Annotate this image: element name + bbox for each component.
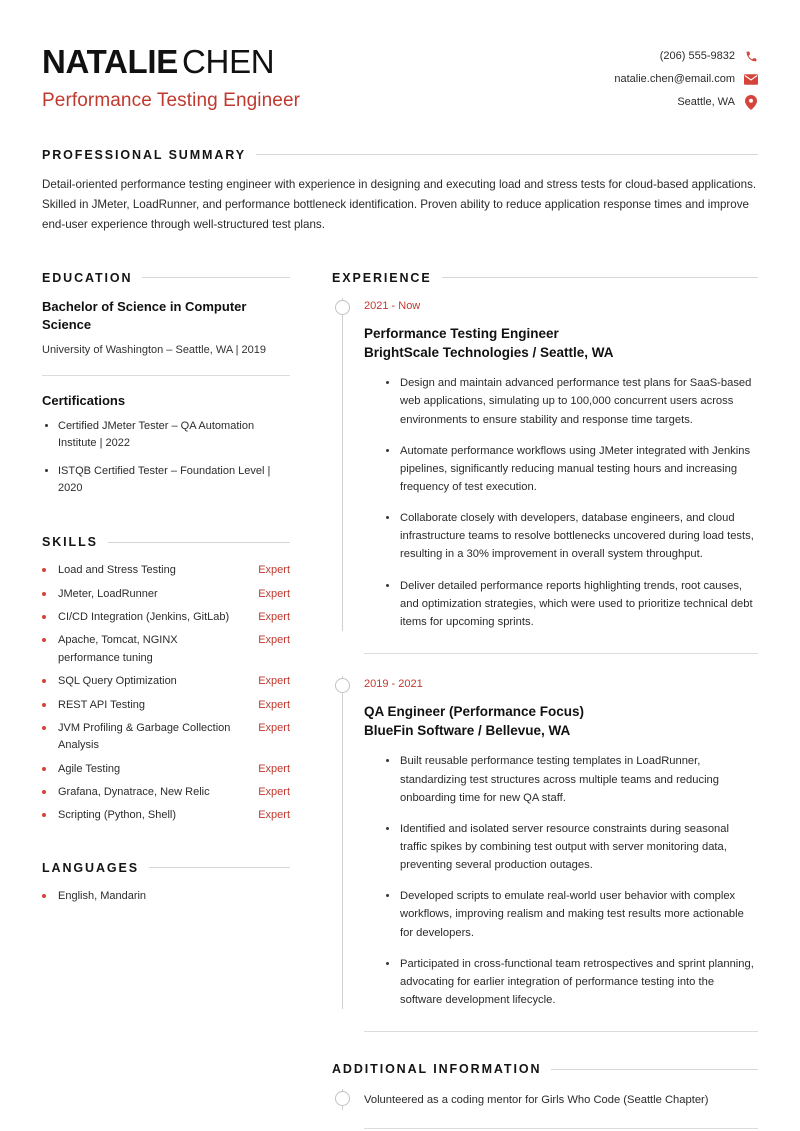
language-row bbox=[42, 888, 290, 905]
section-title-education bbox=[42, 271, 290, 285]
skill-level: Expert bbox=[258, 564, 290, 577]
skill-name: JVM Profiling & Garbage Collection Analysis bbox=[58, 721, 231, 752]
skill-row bbox=[42, 562, 290, 579]
skill-row bbox=[42, 586, 290, 603]
section-label-education: EDUCATION bbox=[42, 270, 133, 285]
additional-entry bbox=[332, 1089, 758, 1110]
skills-section bbox=[42, 535, 290, 825]
list-item: Certified JMeter Tester – QA Automation Institute | 2022 bbox=[42, 418, 290, 452]
bullet-icon bbox=[42, 784, 58, 794]
experience-section bbox=[332, 271, 758, 1032]
skill-row bbox=[42, 720, 290, 755]
experience-company: BrightScale Technologies / Seattle, WA bbox=[364, 345, 614, 361]
additional-text: Volunteered as a coding mentor for Girls Who Code (Seattle Chapter) bbox=[364, 1094, 709, 1107]
skill-name: REST API Testing bbox=[58, 698, 146, 711]
list-item: Deliver detailed performance reports highlighting trends, root causes, and optimization strategies, which were used to prioritize technical debt items for upcoming sprints. bbox=[386, 577, 758, 631]
experience-timeline bbox=[332, 298, 758, 1032]
section-rule bbox=[442, 277, 758, 278]
skill-row bbox=[42, 784, 290, 801]
experience-entry bbox=[332, 298, 758, 631]
list-item: Participated in cross-functional team retrospectives and sprint planning, advocating for earlier integration of performance testing into the software development lifecycle. bbox=[386, 955, 758, 1009]
timeline-rail bbox=[342, 298, 343, 631]
section-title-languages bbox=[42, 861, 290, 875]
page-title bbox=[42, 44, 614, 81]
bullet-icon bbox=[42, 697, 58, 707]
section-rule bbox=[142, 277, 290, 278]
timeline-marker-icon bbox=[335, 300, 350, 315]
bullet-icon bbox=[42, 673, 58, 683]
main-columns bbox=[42, 271, 758, 1129]
skill-name: Agile Testing bbox=[58, 762, 121, 775]
skill-level: Expert bbox=[258, 809, 290, 822]
skill-level: Expert bbox=[258, 698, 290, 711]
skill-name: SQL Query Optimization bbox=[58, 675, 177, 688]
education-meta: University of Washington – Seattle, WA | 2019 bbox=[42, 343, 266, 356]
list-item: Automate performance workflows using JMeter integrated with Jenkins pipelines, significantly reducing manual testing hours and increasing frequency of test execution. bbox=[386, 442, 758, 496]
timeline-marker-icon bbox=[335, 678, 350, 693]
contact-phone-value: (206) 555-9832 bbox=[659, 50, 735, 62]
section-rule bbox=[256, 154, 758, 155]
additional-information-section bbox=[332, 1062, 758, 1129]
skill-level: Expert bbox=[258, 721, 290, 734]
experience-entry bbox=[332, 676, 758, 1009]
skill-level: Expert bbox=[258, 762, 290, 775]
list-item: Identified and isolated server resource constraints during seasonal traffic spikes by combining test output with server monitoring data, preventing several production outages. bbox=[386, 820, 758, 874]
section-rule bbox=[149, 867, 290, 868]
experience-role: QA Engineer (Performance Focus) bbox=[364, 704, 585, 720]
experience-dates: 2021 - Now bbox=[364, 299, 421, 312]
skill-name: Grafana, Dynatrace, New Relic bbox=[58, 786, 210, 799]
resume-header bbox=[42, 38, 758, 112]
skill-row bbox=[42, 697, 290, 714]
section-label-summary: PROFESSIONAL SUMMARY bbox=[42, 147, 246, 162]
bullet-icon bbox=[42, 562, 58, 572]
skill-level: Expert bbox=[258, 786, 290, 799]
contact-email-value: natalie.chen@email.com bbox=[614, 73, 735, 85]
contact-phone[interactable] bbox=[660, 49, 758, 63]
experience-role: Performance Testing Engineer bbox=[364, 325, 559, 341]
section-rule bbox=[108, 542, 290, 543]
skill-row bbox=[42, 673, 290, 690]
experience-bullets bbox=[364, 752, 758, 1009]
list-item: Design and maintain advanced performance test plans for SaaS-based web applications, simulating up to 100,000 concurrent users across environments to ensure stability and response time targets. bbox=[386, 374, 758, 428]
first-name: NATALIE bbox=[42, 43, 178, 80]
list-item: Collaborate closely with developers, database engineers, and cloud infrastructure teams to resolve bottlenecks uncovered during load tests, resulting in a 30% improvement in overall system throughput. bbox=[386, 509, 758, 563]
skill-row bbox=[42, 609, 290, 626]
section-label-skills: SKILLS bbox=[42, 535, 98, 550]
section-label-additional: ADDITIONAL INFORMATION bbox=[332, 1062, 542, 1077]
list-item: Developed scripts to emulate real-world user behavior with complex workflows, improving realism and making test results more actionable for developers. bbox=[386, 887, 758, 941]
section-title-summary bbox=[42, 148, 758, 162]
contact-email[interactable] bbox=[614, 72, 758, 86]
experience-dates: 2019 - 2021 bbox=[364, 677, 423, 690]
bullet-icon bbox=[42, 807, 58, 817]
skill-level: Expert bbox=[258, 634, 290, 647]
left-column bbox=[42, 271, 290, 905]
skill-row bbox=[42, 807, 290, 824]
bullet-icon bbox=[42, 609, 58, 619]
name-block bbox=[42, 44, 614, 112]
contact-location-value: Seattle, WA bbox=[677, 96, 735, 108]
languages-section bbox=[42, 861, 290, 905]
divider bbox=[364, 653, 758, 654]
section-rule bbox=[551, 1069, 758, 1070]
education-degree: Bachelor of Science in Computer Science bbox=[42, 298, 247, 332]
skill-name: Scripting (Python, Shell) bbox=[58, 809, 176, 822]
job-headline: Performance Testing Engineer bbox=[42, 89, 301, 111]
skill-level: Expert bbox=[258, 587, 290, 600]
skill-name: JMeter, LoadRunner bbox=[58, 587, 158, 600]
skill-level: Expert bbox=[258, 675, 290, 688]
contact-location[interactable] bbox=[677, 95, 758, 109]
language-name: English, Mandarin bbox=[58, 889, 147, 902]
section-title-experience bbox=[332, 271, 758, 285]
bullet-icon bbox=[42, 720, 58, 730]
divider bbox=[364, 1128, 758, 1129]
divider bbox=[364, 1031, 758, 1032]
timeline-rail bbox=[342, 676, 343, 1009]
education-section bbox=[42, 271, 290, 498]
section-title-skills bbox=[42, 535, 290, 549]
section-title-additional bbox=[332, 1062, 758, 1076]
right-column bbox=[332, 271, 758, 1129]
skill-name: Load and Stress Testing bbox=[58, 564, 176, 577]
bullet-icon bbox=[42, 632, 58, 642]
bullet-icon bbox=[42, 586, 58, 596]
list-item: ISTQB Certified Tester – Foundation Level | 2020 bbox=[42, 463, 290, 497]
experience-company: BlueFin Software / Bellevue, WA bbox=[364, 723, 571, 739]
list-item: Built reusable performance testing templates in LoadRunner, standardizing test structures across multiple teams and reducing onboarding time for new QA staff. bbox=[386, 752, 758, 806]
skill-level: Expert bbox=[258, 611, 290, 624]
skill-row bbox=[42, 632, 290, 667]
experience-bullets bbox=[364, 374, 758, 631]
bullet-icon bbox=[42, 761, 58, 771]
certifications-heading: Certifications bbox=[42, 393, 126, 409]
skill-name: Apache, Tomcat, NGINX performance tuning bbox=[58, 634, 178, 664]
skill-name: CI/CD Integration (Jenkins, GitLab) bbox=[58, 611, 230, 624]
certifications-list bbox=[42, 418, 290, 497]
phone-icon bbox=[744, 49, 758, 63]
timeline-marker-icon bbox=[335, 1091, 350, 1106]
bullet-icon bbox=[42, 888, 58, 898]
email-icon bbox=[744, 72, 758, 86]
skill-row bbox=[42, 761, 290, 778]
divider bbox=[42, 375, 290, 376]
section-label-experience: EXPERIENCE bbox=[332, 270, 432, 285]
contact-block bbox=[614, 44, 758, 109]
last-name: CHEN bbox=[182, 43, 275, 80]
section-label-languages: LANGUAGES bbox=[42, 860, 139, 875]
professional-summary-section bbox=[42, 148, 758, 235]
location-pin-icon bbox=[744, 95, 758, 109]
summary-text: Detail-oriented performance testing engineer with experience in designing and executing load and stress tests for cloud-based applications. Skilled in JMeter, LoadRunner, and performance bottleneck identification. Proven ability to reduce application response times and improve end-user experience through well-structured test plans. bbox=[42, 177, 757, 231]
